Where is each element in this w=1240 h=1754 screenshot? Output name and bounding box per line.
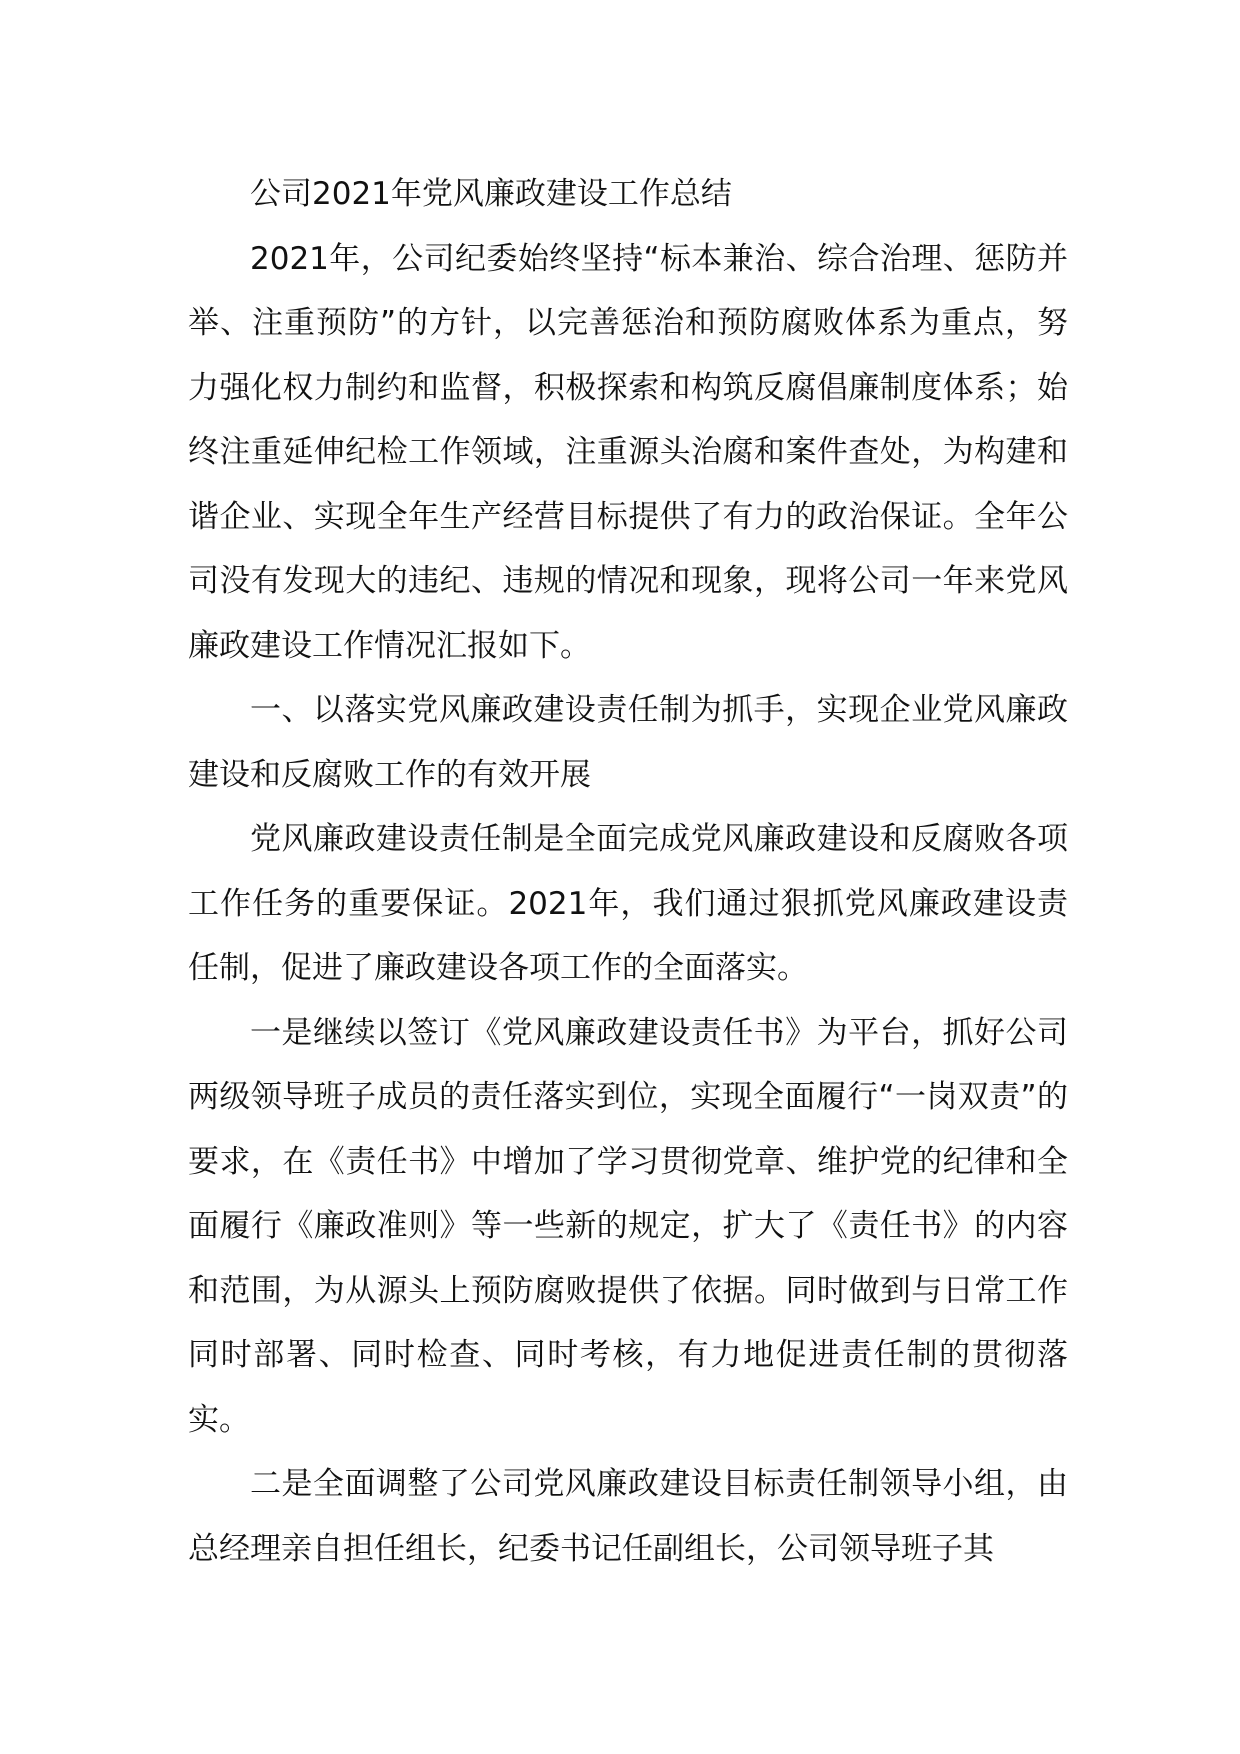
paragraph-responsibility: 党风廉政建设责任制是全面完成党风廉政建设和反腐败各项工作任务的重要保证。2021年，我们通过狠抓党风廉政建设责任制，促进了廉政建设各项工作的全面落实。 bbox=[188, 821, 1068, 986]
paragraph-point-2: 二是全面调整了公司党风廉政建设目标责任制领导小组，由总经理亲自担任组长，纪委书记任副组长，公司领导班子其 bbox=[188, 1466, 1068, 1567]
document-body bbox=[188, 162, 1068, 1581]
document-title: 公司2021年党风廉政建设工作总结 bbox=[250, 176, 732, 212]
paragraph-point-1: 一是继续以签订《党风廉政建设责任书》为平台，抓好公司两级领导班子成员的责任落实到位，实现全面履行“一岗双责”的要求，在《责任书》中增加了学习贯彻党章、维护党的纪律和全面履行《廉政准则》等一些新的规定，扩大了《责任书》的内容和范围，为从源头上预防腐败提供了依据。同时做到与日常工作同时部署、同时检查、同时考核，有力地促进责任制的贯彻落实。 bbox=[188, 1014, 1068, 1438]
section-heading-1: 一、以落实党风廉政建设责任制为抓手，实现企业党风廉政建设和反腐败工作的有效开展 bbox=[188, 692, 1068, 793]
paragraph-intro: 2021年，公司纪委始终坚持“标本兼治、综合治理、惩防并举、注重预防”的方针，以完善惩治和预防腐败体系为重点，努力强化权力制约和监督，积极探索和构筑反腐倡廉制度体系；始终注重延伸纪检工作领域，注重源头治腐和案件查处，为构建和谐企业、实现全年生产经营目标提供了有力的政治保证。全年公司没有发现大的违纪、违规的情况和现象，现将公司一年来党风廉政建设工作情况汇报如下。 bbox=[188, 240, 1068, 664]
